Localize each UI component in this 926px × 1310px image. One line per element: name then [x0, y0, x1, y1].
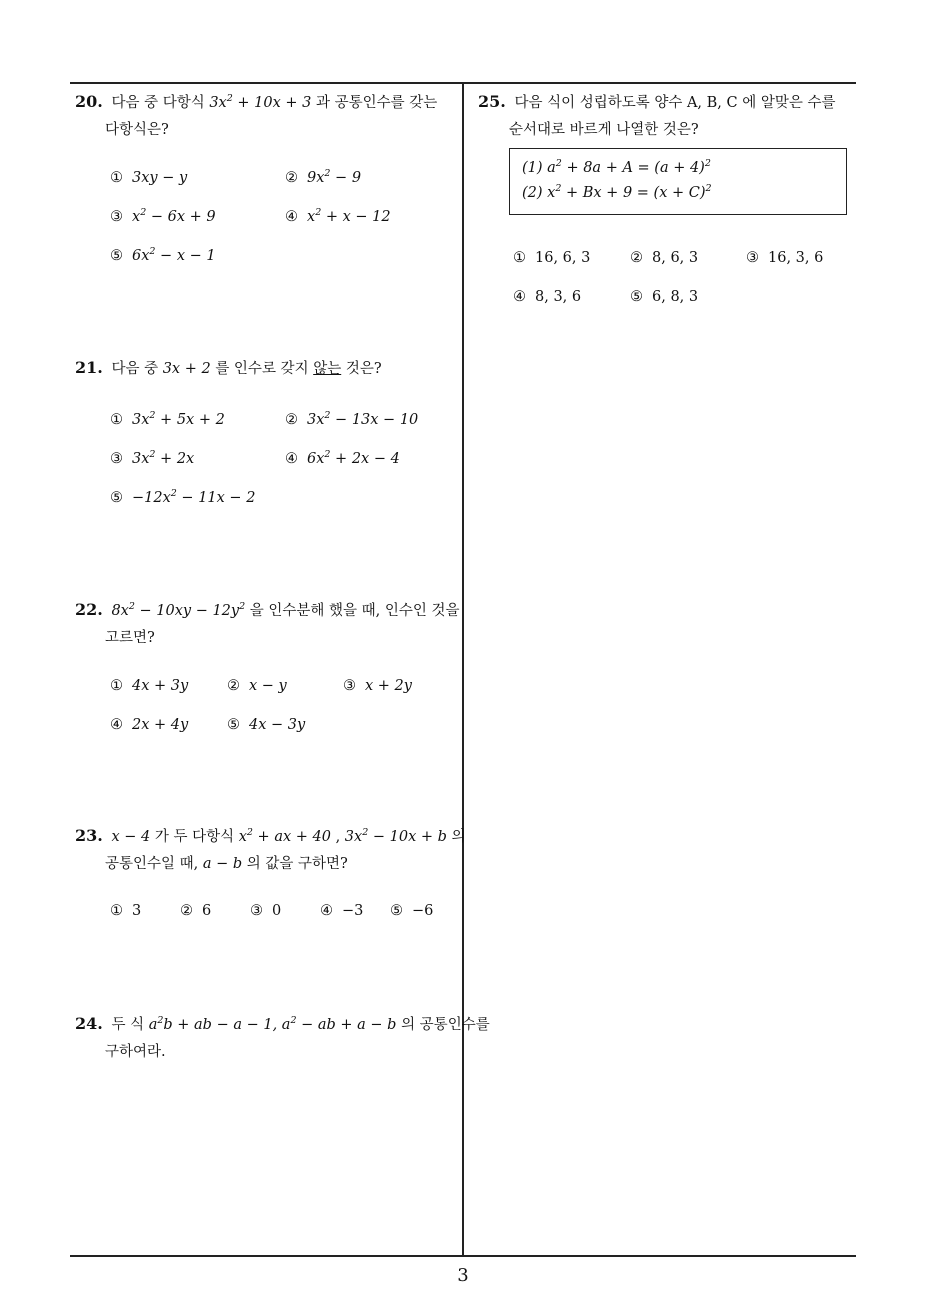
q22-option-1[interactable]: ① 4x + 3y	[110, 678, 189, 694]
q21-line1	[75, 358, 382, 379]
q23-number: 23.	[75, 826, 103, 845]
q20-option-1[interactable]: ① 3xy − y	[110, 170, 188, 186]
q21-text-c: 것은?	[345, 361, 382, 377]
q23-option-4[interactable]: ④ −3	[320, 903, 364, 919]
q23-option-3[interactable]: ③ 0	[250, 903, 282, 919]
q25-option-5[interactable]: ⑤ 6, 8, 3	[630, 289, 699, 305]
q23-line2-b: 의 값을 구하면?	[246, 856, 348, 872]
q23-option-5[interactable]: ⑤ −6	[390, 903, 434, 919]
q21-expression: 3x + 2	[162, 361, 211, 377]
q25-option-2[interactable]: ② 8, 6, 3	[630, 250, 699, 266]
footer-rule	[70, 1255, 856, 1257]
q25-text: 다음 식이 성립하도록 양수 A, B, C 에 알맞은 수를	[514, 95, 836, 111]
q23-text-b: 의	[451, 829, 466, 845]
q20-number: 20.	[75, 92, 103, 111]
q25-option-1[interactable]: ① 16, 6, 3	[513, 250, 591, 266]
q22-option-4[interactable]: ④ 2x + 4y	[110, 717, 189, 733]
q21-option-2[interactable]: ② $3x^2 - 13x - 10$	[285, 410, 419, 428]
q25-condition-box	[509, 148, 847, 215]
q22-option-5[interactable]: ⑤ 4x − 3y	[227, 717, 306, 733]
q23-separator: ,	[335, 829, 341, 845]
q20-text: 다음 중 다항식	[111, 95, 205, 111]
q20-line2: 다항식은?	[105, 122, 169, 138]
q21-option-4[interactable]: ④ $6x^2 + 2x - 4$	[285, 449, 400, 467]
q22-option-2[interactable]: ② x − y	[227, 678, 287, 694]
q20-option-2[interactable]: ② $9x^2 - 9$	[285, 168, 362, 186]
q23-text-a: 가 두 다항식	[154, 829, 235, 845]
q24-number: 24.	[75, 1014, 103, 1033]
q24-line2: 구하여라.	[105, 1044, 166, 1060]
q20-expression: $3x^2 + 10x + 3$	[209, 93, 312, 111]
q21-underlined-word: 않는	[313, 361, 342, 377]
q22-option-3[interactable]: ③ x + 2y	[343, 678, 412, 694]
q23-expression-3: $3x^2 - 10x + b$	[344, 827, 447, 845]
q25-condition-1: (1) $a^2 + 8a + A = (a + 4)^2$	[522, 158, 711, 176]
q21-option-3[interactable]: ③ $3x^2 + 2x$	[110, 449, 195, 467]
q21-text: 다음 중	[111, 361, 159, 377]
q25-line2: 순서대로 바르게 나열한 것은?	[509, 122, 699, 138]
q25-line1	[478, 92, 836, 113]
page-number: 3	[457, 1265, 469, 1286]
q22-line1	[75, 600, 460, 621]
q23-expression-2: $x^2$ + ax + 40	[238, 827, 331, 845]
q24-text-a: 두 식	[111, 1017, 145, 1033]
q24-expression: $a^2b$ + ab − a − 1, $a^2$ − ab + a − b	[148, 1015, 397, 1033]
q23-expression-1: x − 4	[111, 829, 151, 845]
q21-text-b: 를 인수로 갖지	[215, 361, 309, 377]
q25-condition-2: (2) $x^2 + Bx + 9 = (x + C)^2$	[522, 183, 712, 201]
q21-number: 21.	[75, 358, 103, 377]
q24-line1	[75, 1014, 490, 1035]
q25-number: 25.	[478, 92, 506, 111]
q20-option-5[interactable]: ⑤ $6x^2 - x - 1$	[110, 246, 216, 264]
q22-number: 22.	[75, 600, 103, 619]
q21-option-1[interactable]: ① $3x^2 + 5x + 2$	[110, 410, 225, 428]
q20-option-4[interactable]: ④ $x^2 + x - 12$	[285, 207, 391, 225]
q23-expression-4: a − b	[202, 856, 243, 872]
q20-text-b: 과 공통인수를 갖는	[315, 95, 438, 111]
q23-option-2[interactable]: ② 6	[180, 903, 212, 919]
q25-option-3[interactable]: ③ 16, 3, 6	[746, 250, 824, 266]
q23-option-1[interactable]: ① 3	[110, 903, 142, 919]
q23-line2-a: 공통인수일 때,	[105, 856, 199, 872]
q22-line2: 고르면?	[105, 630, 155, 646]
q23-line2	[105, 854, 348, 874]
q20-option-3[interactable]: ③ $x^2 - 6x + 9$	[110, 207, 216, 225]
q22-text-b: 을 인수분해 했을 때, 인수인 것을	[249, 603, 460, 619]
q25-option-4[interactable]: ④ 8, 3, 6	[513, 289, 582, 305]
q20-line1	[75, 92, 437, 113]
q24-text-b: 의 공통인수를	[401, 1017, 490, 1033]
q22-expression: $8x^2 - 10xy - 12y^2$	[111, 601, 246, 619]
column-divider	[462, 82, 464, 1256]
q21-option-5[interactable]: ⑤ $-12x^2 - 11x - 2$	[110, 488, 256, 506]
q23-line1	[75, 826, 466, 847]
